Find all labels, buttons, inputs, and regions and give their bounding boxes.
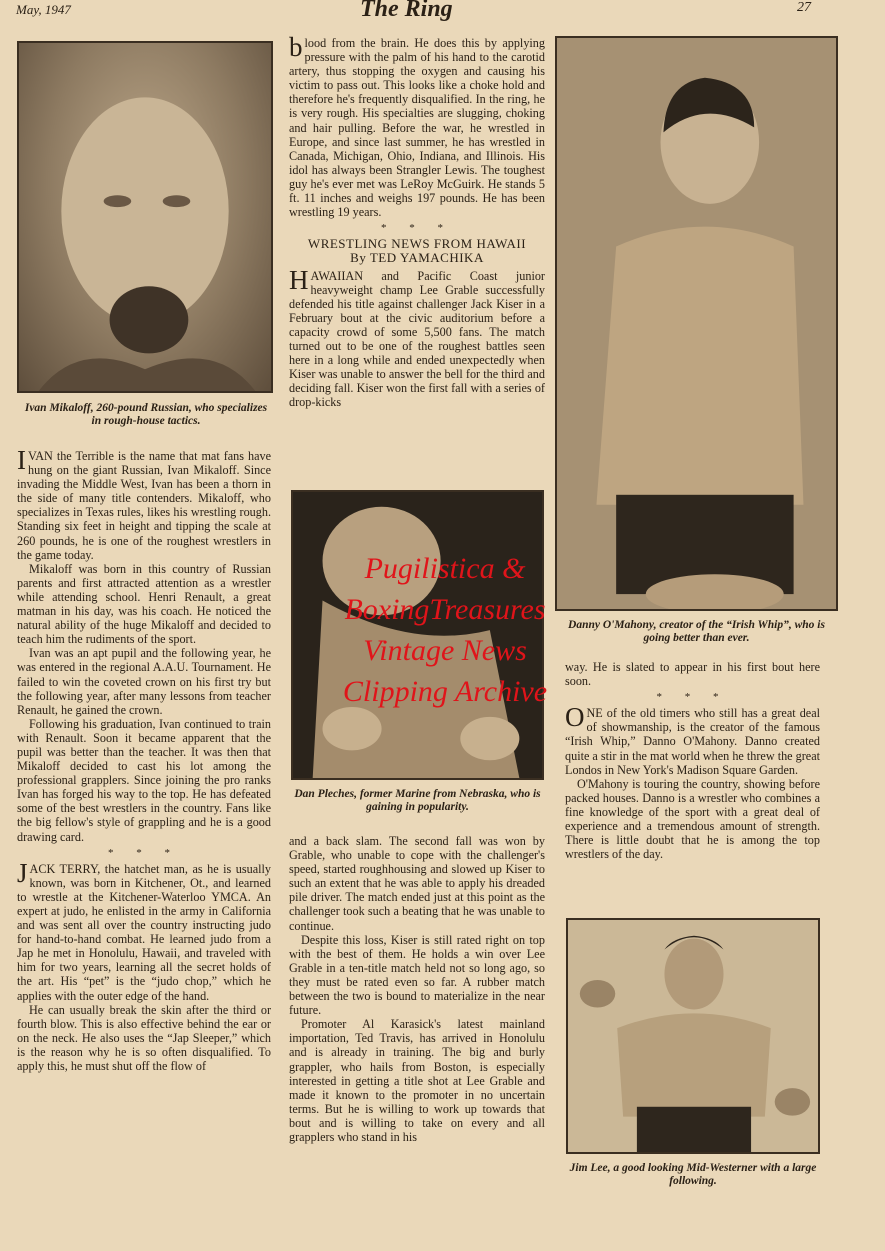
issue-date: May, 1947 (16, 2, 71, 17)
article-column-3 (565, 660, 820, 861)
mikaloff-paragraph-4: Following his graduation, Ivan continued to train with Renault. Soon it became apparent that the pupil was better than the teacher. It was then that Mikaloff decided to cast his lot among the professional grapplers. Since joining the pro ranks Ivan has forged his way to the top. He has defeated some of the best wrestlers in the country. Fans like the big fellow's style of grappling and he is a good drawing card. (17, 716, 271, 844)
article-column-2-bottom (289, 834, 545, 1144)
mikaloff-paragraph-2: Mikaloff was born in this country of Russian parents and first attracted attention as a wrestler while attending school. Henri Renault, a great matman in his day, was his coach. He noticed the natural ability of the huge Mikaloff and decided to teach him the rudiments of the sport. (17, 561, 271, 647)
lee-caption: Jim Lee, a good looking Mid-Westerner with a large following. (569, 1162, 817, 1187)
watermark-line-1: Pugilistica & (364, 552, 526, 585)
page-number: 27 (797, 0, 811, 15)
terry-paragraph-2: He can usually break the skin after the third or fourth blow. This is also effective behind the ear or on the neck. He also uses the “Jap Sleeper,” which is the reason why he is so often disqualified. To apply this, he must shut off the flow of (17, 1002, 271, 1074)
hawaii-paragraph-5: way. He is slated to appear in his first bout here soon. (565, 660, 820, 689)
terry-paragraph-1: JACK TERRY, the hatchet man, as he is usually known, was born in Kitchener, Ot., and learned to wrestle at the Kitchener-Waterloo YMCA. An expert at judo, he enlisted in the army in California and was sent all over the country instructing judo for hand-to-hand combat. He learned judo from a Jap he met in Honolulu, Hawaii, and traveled with him for two years, learning all the secret holds of the art. His “pet” is the “judo chop,” which he applies with the outer edge of the hand. (17, 857, 271, 1003)
hawaii-paragraph-3: Despite this loss, Kiser is still rated right on top with the best of them. He holds a win over Lee Grable in a ten-title match held not so long ago, so they must be rated even so far. A rubber match between the two is bound to materialize in the near future. (289, 932, 545, 1018)
mikaloff-photo (17, 41, 273, 393)
omahony-caption: Danny O'Mahony, creator of the “Irish Whip”, who is going better than ever. (568, 619, 825, 644)
omahony-paragraph-1: ONE of the old timers who still has a great deal of showmanship, is the creator of the famous “Irish Whip,” Danno O'Mahony. Danno created quite a stir in the mat world when he threw the great Londos in New York's Madison Square Garden. (565, 702, 820, 777)
article-byline: By TED YAMACHIKA (350, 250, 484, 266)
section-divider: * * * (108, 846, 180, 859)
pleches-caption: Dan Pleches, former Marine from Nebraska, who is gaining in popularity. (294, 788, 541, 813)
archive-watermark (300, 548, 590, 712)
article-headline: WRESTLING NEWS FROM HAWAII (307, 236, 527, 252)
section-divider: * * * (656, 691, 729, 704)
mikaloff-paragraph-1: IVAN the Terrible is the name that mat fans have hung on the giant Russian, Ivan Mikaloff. Since invading the Middle West, Ivan has been a thorn in the side of many title contenders. Mikaloff, who specializes in Texas rules, likes his wrestling rough. Standing six feet in height and tipping the scale at 260 pounds, he is one of the roughest wrestlers in the game today. (17, 445, 271, 562)
watermark-line-3: Vintage News (363, 634, 527, 667)
section-divider: * * * (381, 222, 453, 235)
mikaloff-paragraph-3: Ivan was an apt pupil and the following year, he was entered in the regional A.A.U. Tournament. He failed to win the coveted crown on his first try but the following year, after many lessons from teacher Renault, he gained the crown. (17, 646, 271, 717)
hawaii-paragraph-1: HAWAIIAN and Pacific Coast junior heavyweight champ Lee Grable successfully defended his title against challenger Jack Kiser in a February bout at the civic auditorium before a capacity crowd of some 5,500 fans. The match turned out to be one of the roughest battles seen here in a long while and ended unexpectedly when Kiser was unable to answer the bell for the third and deciding fall. Kiser won the first fall with a series of drop-kicks (289, 264, 545, 410)
watermark-line-2: BoxingTreasures (344, 593, 546, 626)
magazine-title: The Ring (360, 0, 453, 22)
lee-photo (566, 918, 820, 1154)
hawaii-paragraph-4: Promoter Al Karasick's latest mainland importation, Ted Travis, has arrived in Honolulu and is already in training. The big and burly grappler, who hails from Boston, is especially interested in getting a title shot at Lee Grable and made it known to the promoter in no uncertain terms. But he is willing to work up towards that bout and is willing to take on every and all grapplers who stand in his (289, 1017, 545, 1144)
hawaii-paragraph-2: and a back slam. The second fall was won by Grable, who unable to cope with the challenger's speed, started roughhousing and slowed up Kiser to such an extent that he was able to apply his dreaded pile driver. The match ended just at this point as the challenger took such a beating that he was unable to continue. (289, 834, 545, 933)
article-column-1 (17, 445, 271, 1074)
watermark-line-4: Clipping Archive (342, 675, 548, 708)
omahony-photo (555, 36, 838, 611)
mikaloff-caption: Ivan Mikaloff, 260-pound Russian, who specializes in rough-house tactics. (24, 402, 268, 427)
terry-paragraph-3: blood from the brain. He does this by applying pressure with the palm of his hand to the carotid artery, thus stopping the oxygen and causing his victim to pass out. This looks like a choke hold and therefore he's frequently disqualified. In the ring, he is very rough. His specialties are slugging, choking and hair pulling. Before the war, he wrestled in Europe, and since last summer, he has wrestled in Canada, Michigan, Ohio, Indiana, and Illinois. His idol has always been Strangler Lewis. The toughest guy he's ever met was LeRoy McGuirk. He stands 5 ft. 11 inches and weighs 197 pounds. He has been wrestling 19 years. (289, 32, 545, 220)
article-column-2-top (289, 32, 545, 410)
omahony-paragraph-2: O'Mahony is touring the country, showing before packed houses. Danno is a wrestler who combines a fine knowledge of the sport with a great deal of experience and a tremendous amount of strength. There is little doubt that he is among the top wrestlers of the day. (565, 776, 820, 862)
